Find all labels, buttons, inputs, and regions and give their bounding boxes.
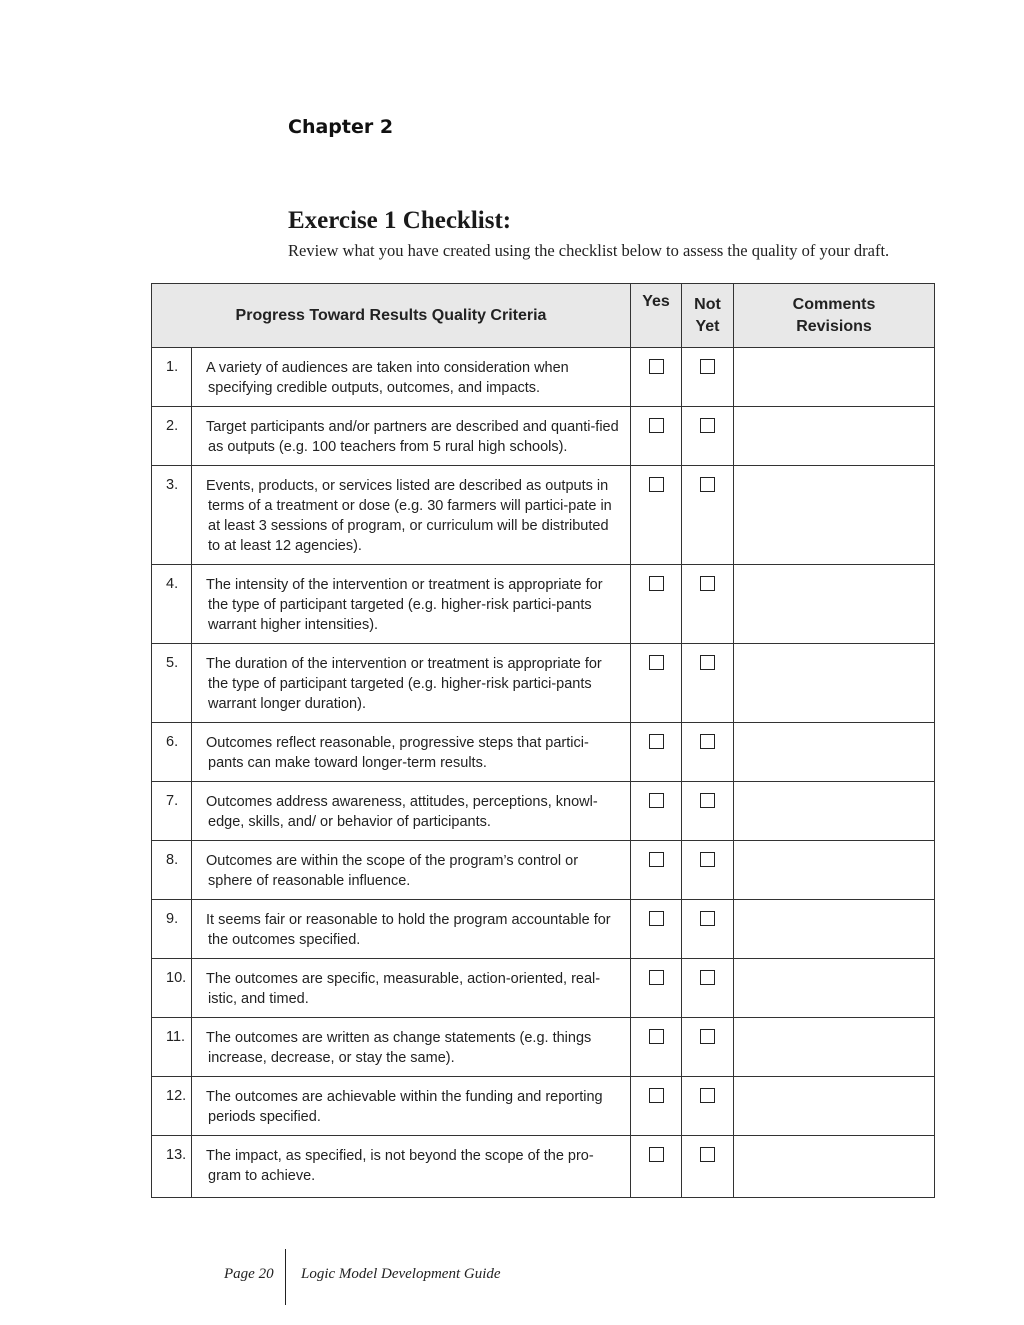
not-yet-checkbox[interactable] [700,970,715,985]
comments-revisions-cell[interactable] [734,348,935,407]
yes-checkbox[interactable] [649,970,664,985]
comments-revisions-cell[interactable] [734,841,935,900]
criterion-text-cell [192,466,631,565]
yes-checkbox[interactable] [649,576,664,591]
criterion-text-cell [192,1077,631,1136]
not-yet-cell [682,782,734,841]
yes-checkbox[interactable] [649,359,664,374]
not-yet-checkbox[interactable] [700,655,715,670]
criterion-number: 3. [152,466,192,565]
yes-cell [631,348,682,407]
comments-revisions-cell[interactable] [734,1018,935,1077]
criterion-number: 7. [152,782,192,841]
criterion-text-cell [192,348,631,407]
not-yet-checkbox[interactable] [700,1029,715,1044]
yes-checkbox[interactable] [649,793,664,808]
not-yet-cell [682,1018,734,1077]
not-yet-cell [682,466,734,565]
not-yet-checkbox[interactable] [700,418,715,433]
criterion-text: The intensity of the intervention or treatment is appropriate for the type of participant targeted (e.g. higher-risk partici-pants warrant higher intensities). [206,577,603,633]
table-row [152,407,935,466]
not-yet-cell [682,348,734,407]
comments-revisions-cell[interactable] [734,959,935,1018]
table-row [152,782,935,841]
criterion-text: The impact, as specified, is not beyond the scope of the pro-gram to achieve. [206,1148,594,1184]
not-yet-cell [682,1077,734,1136]
criterion-text: A variety of audiences are taken into consideration when specifying credible outputs, outcomes, and impacts. [206,360,569,396]
exercise-title: Exercise 1 Checklist: [288,207,512,234]
criterion-number: 12. [152,1077,192,1136]
not-yet-cell [682,407,734,466]
criterion-text-cell [192,565,631,644]
criterion-text-cell [192,1136,631,1198]
not-yet-checkbox[interactable] [700,852,715,867]
not-yet-checkbox[interactable] [700,911,715,926]
criterion-number: 11. [152,1018,192,1077]
yes-checkbox[interactable] [649,1088,664,1103]
criterion-number: 6. [152,723,192,782]
comments-revisions-cell[interactable] [734,782,935,841]
comments-revisions-cell[interactable] [734,723,935,782]
not-yet-cell [682,723,734,782]
chapter-heading: Chapter 2 [288,116,394,138]
not-yet-checkbox[interactable] [700,1147,715,1162]
comments-revisions-cell[interactable] [734,1136,935,1198]
table-row [152,900,935,959]
criterion-number: 9. [152,900,192,959]
not-yet-cell [682,841,734,900]
criterion-text-cell [192,407,631,466]
criterion-text: The outcomes are written as change statements (e.g. things increase, decrease, or stay the same). [206,1030,592,1066]
not-yet-cell [682,565,734,644]
quality-criteria-checklist-table [151,283,935,1198]
table-row [152,1077,935,1136]
table-row [152,1018,935,1077]
criterion-number: 5. [152,644,192,723]
criterion-text-cell [192,900,631,959]
not-yet-checkbox[interactable] [700,359,715,374]
comments-revisions-cell[interactable] [734,1077,935,1136]
yes-cell [631,644,682,723]
comments-revisions-cell[interactable] [734,407,935,466]
comments-revisions-cell[interactable] [734,644,935,723]
yes-cell [631,1018,682,1077]
yes-cell [631,407,682,466]
table-row [152,466,935,565]
comments-revisions-cell[interactable] [734,466,935,565]
not-yet-checkbox[interactable] [700,734,715,749]
yes-checkbox[interactable] [649,1029,664,1044]
checklist-rows [152,348,935,1198]
not-yet-checkbox[interactable] [700,576,715,591]
yes-checkbox[interactable] [649,418,664,433]
criterion-text: The outcomes are specific, measurable, action-oriented, real-istic, and timed. [206,971,601,1007]
criterion-text: Events, products, or services listed are described as outputs in terms of a treatment or dose (e.g. 30 farmers will partici-pate in at least 3 sessions of program, or curriculum will be distributed to at least 12 agencies). [206,478,612,554]
yes-checkbox[interactable] [649,1147,664,1162]
criterion-number: 1. [152,348,192,407]
criterion-number: 8. [152,841,192,900]
yes-cell [631,1136,682,1198]
criterion-text-cell [192,782,631,841]
footer-guide-title: Logic Model Development Guide [301,1266,501,1282]
criterion-text: The duration of the intervention or treatment is appropriate for the type of participant targeted (e.g. higher-risk partici-pants warrant longer duration). [206,656,602,712]
page-number: Page 20 [224,1266,274,1282]
yes-cell [631,723,682,782]
criterion-number: 13. [152,1136,192,1198]
exercise-instructions: Review what you have created using the checklist below to assess the quality of your draft. [288,241,890,260]
yes-checkbox[interactable] [649,477,664,492]
criterion-text-cell [192,723,631,782]
not-yet-checkbox[interactable] [700,793,715,808]
yes-cell [631,841,682,900]
yes-cell [631,565,682,644]
criterion-number: 10. [152,959,192,1018]
comments-revisions-cell[interactable] [734,900,935,959]
criterion-text-cell [192,841,631,900]
criterion-number: 2. [152,407,192,466]
criterion-number: 4. [152,565,192,644]
not-yet-checkbox[interactable] [700,477,715,492]
yes-checkbox[interactable] [649,734,664,749]
table-row [152,1136,935,1198]
criterion-text: Target participants and/or partners are described and quanti-fied as outputs (e.g. 100 teachers from 5 rural high schools). [206,419,619,455]
footer-divider [285,1249,286,1305]
yes-cell [631,900,682,959]
yes-cell [631,782,682,841]
criterion-text: It seems fair or reasonable to hold the program accountable for the outcomes specified. [206,912,611,948]
criterion-text-cell [192,644,631,723]
yes-checkbox[interactable] [649,852,664,867]
yes-cell [631,959,682,1018]
yes-cell [631,466,682,565]
table-row [152,565,935,644]
not-yet-checkbox[interactable] [700,1088,715,1103]
table-row [152,959,935,1018]
criterion-text: Outcomes reflect reasonable, progressive steps that partici-pants can make toward longer-term results. [206,735,589,771]
table-row [152,348,935,407]
criteria-column-header: Progress Toward Results Quality Criteria [152,284,631,348]
criterion-text: The outcomes are achievable within the funding and reporting periods specified. [206,1089,603,1125]
table-row [152,644,935,723]
not-yet-cell [682,900,734,959]
not-yet-cell [682,644,734,723]
table-row [152,723,935,782]
criterion-text-cell [192,959,631,1018]
table-header-row [152,284,935,348]
criterion-text: Outcomes are within the scope of the program’s control or sphere of reasonable influence. [206,853,579,889]
comments-revisions-column-header: Comments Revisions [734,284,935,348]
yes-checkbox[interactable] [649,911,664,926]
criterion-text-cell [192,1018,631,1077]
table-row [152,841,935,900]
criterion-text: Outcomes address awareness, attitudes, perceptions, knowl-edge, skills, and/ or behavior of participants. [206,794,598,830]
not-yet-cell [682,1136,734,1198]
comments-revisions-cell[interactable] [734,565,935,644]
not-yet-cell [682,959,734,1018]
yes-checkbox[interactable] [649,655,664,670]
yes-cell [631,1077,682,1136]
yes-column-header: Yes [631,284,682,348]
not-yet-column-header: Not Yet [682,284,734,348]
